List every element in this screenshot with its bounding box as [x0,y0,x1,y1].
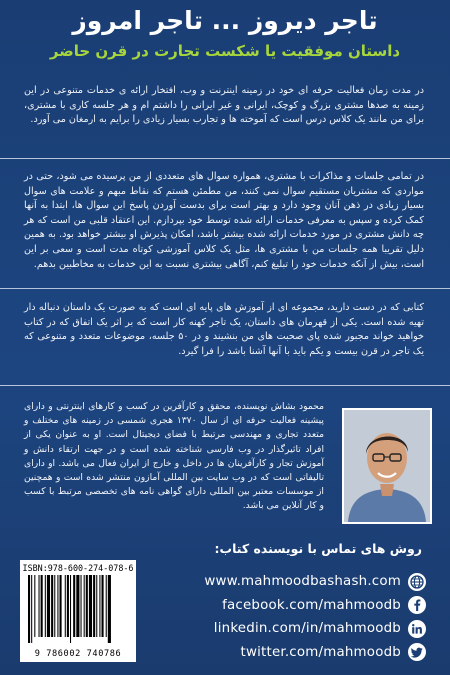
contact-title: روش های تماس با نویسنده کتاب: [214,541,422,556]
description-paragraph-3: کتابی که در دست دارید، مجموعه ای از آموزش های پایه ای است که به صورت یک داستان دنباله دار تهیه شده است. یکی از قهرمان های داستان، یک تاجر کهنه کار است که بر اثر یک اتفاق که در کتاب خواهید خواند مجبور شده پای صحبت های من بنشیند و در ۵۰ جلسه، موضوعات متعدد و متنوعی که یک تاجر در قرن بیست و یکم باید با آنها آشنا باشد را فرا گیرد. [24,302,424,357]
author-portrait-icon [344,410,430,522]
divider-3 [0,385,450,386]
divider-1 [0,158,450,159]
author-bio: محمود بشاش نویسنده، محقق و کارآفرین در کسب و کارهای اینترنتی و دارای پیشینه فعالیت حرفه ای از سال ۱۳۷۰ هجری شمسی در زمینه های مختلف و متعدد تجاری و مهندسی مرتبط با فضای دیجیتال است. او به عنوان یکی از افراد تاثیرگذار در وب فارسی شناخته شده است و در جهت ارتقاء دانش و آموزش تجار و کارآفرینان ها در داخل و خارج از ایران فعال می باشد. او دارای تالیفاتی است که در وب سایت بین المللی آمازون منتشر شده است و همچنین از موسسات معتبر بین المللی دارای گواهی نامه های تخصصی مرتبط با کسب و کار آنلاین می باشد. [24,401,324,512]
globe-icon [408,573,426,591]
contact-row-linkedin[interactable] [156,617,426,641]
twitter-link[interactable]: twitter.com/mahmoodb [240,644,401,660]
book-subtitle: داستان موفقیت یا شکست تجارت در قرن حاضر [49,42,401,60]
book-title: تاجر دیروز ... تاجر امروز [72,6,378,35]
divider-2 [0,288,450,289]
facebook-icon [408,596,426,614]
description-paragraph-2: در تمامی جلسات و مذاکرات با مشتری، همواره سوال های متعددی از من پرسیده می شود، حتی در مواردی که مشتریان مستقیم سوال نمی کنند، من مطمئن هستم که نقاط مبهم و علامت های سوال بسیار زیادی در ذهن آنان وجود دارد و بهتر است برای بدست آوردن پاسخ این سوال ها، ابتدا به آنها کمک کرده و سپس به معرفی خدمات ارائه شده توسط خود بپردازم. این اعتقاد قلبی من است که هر چه دانش مشتری در مورد خدمات ارائه شده بیشتر باشد، امکان پذیرش او بیشتر خواهد بود. به همین دلیل تقریبا همه جلسات من با مشتری ها، مثل یک کلاس آموزشی کوتاه مدت است و سعی بر این است، بیش از آنکه خدمات خود را تبلیغ کنم، آگاهی بیشتری نسبت به این خدمات به مخاطبین بدهم. [24,171,424,270]
description-paragraph-1: در مدت زمان فعالیت حرفه ای خود در زمینه اینترنت و وب، افتخار ارائه ی خدمات متنوعی در این زمینه به صدها مشتری بزرگ و کوچک، ایرانی و غیر ایرانی را داشتم ام و هر جلسه کاری با مشتری، برای من مانند یک کلاس درس است که آموخته ها و تجارب بسیار زیادی را برایم به ارمغان می آورد. [24,85,424,126]
isbn-barcode [20,560,136,662]
isbn-label: ISBN:978-600-274-078-6 [22,563,134,573]
contact-list [156,570,426,664]
linkedin-link[interactable]: linkedin.com/in/mahmoodb [213,621,401,637]
author-photo [342,408,432,524]
contact-row-twitter[interactable] [156,641,426,665]
contact-row-website[interactable] [156,570,426,594]
twitter-icon [408,643,426,661]
contact-row-facebook[interactable] [156,594,426,618]
linkedin-icon [408,620,426,638]
facebook-link[interactable]: facebook.com/mahmoodb [222,597,401,613]
barcode-bars [26,575,130,643]
website-link[interactable]: www.mahmoodbashash.com [204,574,401,590]
barcode-number: 9 786002 740786 [34,649,122,659]
